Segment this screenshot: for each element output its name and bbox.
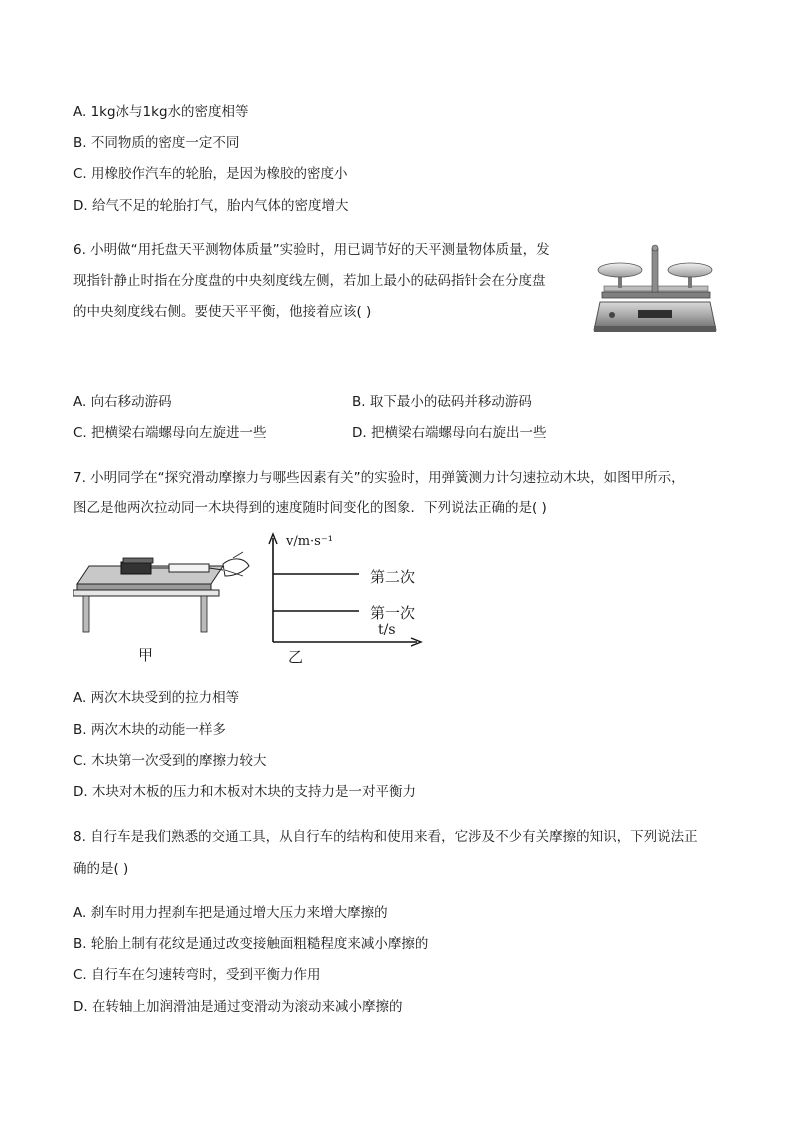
q7-lower-line-label: 第一次	[370, 604, 416, 622]
balance-scale-image	[590, 240, 722, 336]
q7-stem-line-1: 7. 小明同学在“探究滑动摩擦力与哪些因素有关”的实验时，用弹簧测力计匀速拉动木块，如图甲所示，	[73, 470, 685, 486]
q5-option-c: C. 用橡胶作汽车的轮胎，是因为橡胶的密度小	[73, 166, 348, 182]
q7-stem-line-2: 图乙是他两次拉动同一木块得到的速度随时间变化的图象．下列说法正确的是( )	[73, 500, 547, 516]
q8-stem-line-1: 8. 自行车是我们熟悉的交通工具，从自行车的结构和使用来看，它涉及不少有关摩擦的知识，下列说法正	[73, 829, 698, 845]
q8-option-a: A. 刹车时用力捏刹车把是通过增大压力来增大摩擦的	[73, 905, 388, 921]
q8-stem-line-2: 确的是( )	[73, 861, 129, 877]
q7-option-c: C. 木块第一次受到的摩擦力较大	[73, 753, 267, 769]
q7-option-d: D. 木块对木板的压力和木板对木块的支持力是一对平衡力	[73, 784, 416, 800]
q7-figure-yi-graph	[255, 532, 425, 662]
q8-option-b: B. 轮胎上制有花纹是通过改变接触面粗糙程度来减小摩擦的	[73, 936, 429, 952]
q8-option-c: C. 自行车在匀速转弯时，受到平衡力作用	[73, 967, 321, 983]
q7-x-axis-label: t/s	[378, 622, 396, 638]
q6-option-d: D. 把横梁右端螺母向右旋出一些	[352, 425, 547, 441]
q7-option-b: B. 两次木块的动能一样多	[73, 722, 226, 738]
q8-option-d: D. 在转轴上加润滑油是通过变滑动为滚动来减小摩擦的	[73, 999, 403, 1015]
q5-option-d: D. 给气不足的轮胎打气，胎内气体的密度增大	[73, 198, 349, 214]
q6-stem-line-2: 现指针静止时指在分度盘的中央刻度线左侧，若加上最小的砝码指针会在分度盘	[73, 273, 546, 289]
q6-option-c: C. 把横梁右端螺母向左旋进一些	[73, 425, 267, 441]
q7-upper-line-label: 第二次	[370, 568, 416, 586]
q5-option-a: A. 1kg冰与1kg水的密度相等	[73, 104, 249, 120]
q7-y-axis-label: v/m·s⁻¹	[286, 534, 333, 549]
q6-stem-line-3: 的中央刻度线右侧。要使天平平衡，他接着应该( )	[73, 304, 372, 320]
q7-figure-yi-caption: 乙	[288, 648, 304, 666]
q6-stem-line-1: 6. 小明做“用托盘天平测物体质量”实验时，用已调节好的天平测量物体质量，发	[73, 242, 550, 258]
q6-option-a: A. 向右移动游码	[73, 394, 172, 410]
q7-figure-jia-caption: 甲	[138, 646, 154, 664]
q6-option-b: B. 取下最小的砝码并移动游码	[352, 394, 532, 410]
q7-option-a: A. 两次木块受到的拉力相等	[73, 690, 240, 706]
q5-option-b: B. 不同物质的密度一定不同	[73, 135, 240, 151]
q7-figure-jia	[73, 548, 253, 663]
